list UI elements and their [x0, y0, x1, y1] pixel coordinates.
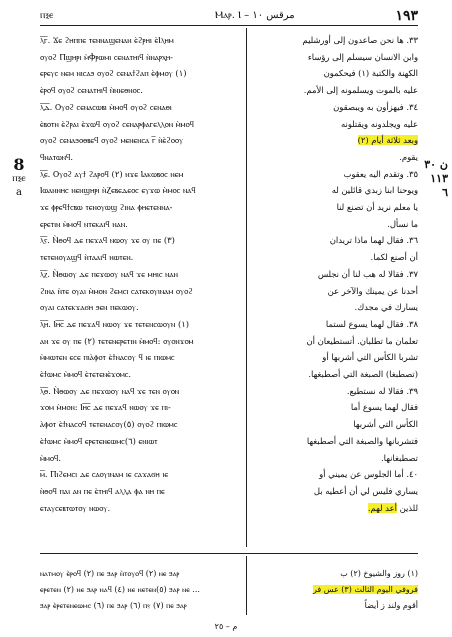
arabic-footnote-line: [252, 566, 418, 582]
arabic-line-text: ٣٩. فقالا له نستطيع.: [346, 385, 418, 396]
coptic-line-text: ⲗ̅ⲋ̅. Ⲛ̀ⲑⲟϥ ⲇⲉ ⲡⲉϫⲁϥ ⲛⲱⲟⲩ ϫⲉ ⲟⲩ ⲡⲉ (٣): [40, 235, 175, 246]
arabic-line: [252, 32, 418, 49]
arabic-line: [252, 333, 418, 350]
arabic-text-column: [252, 32, 418, 516]
coptic-line-text: ⲙ̀ⲙⲱⲧⲉⲛ ⲉⲥⲉ ⲡⲓⲁ̀ⲫⲟⲧ ⲉ̀ϯⲛⲁⲥⲟⲩ ϥ ⲓⲉ ⲡⲓⲱⲙⲥ: [40, 352, 175, 363]
coptic-line-text: ⲁⲛ ϫⲉ ⲟⲩ ⲡⲉ (٢) ⲧⲉⲧⲉⲛⲉⲣⲉⲧⲓⲛ ⲙ̀ⲙⲟϥ: ⲟⲩⲟⲛϫⲟⲙ: [40, 335, 194, 346]
coptic-line: [40, 116, 240, 133]
arabic-line: [252, 299, 418, 316]
arabic-line-text: فتشربانها والصبغة التي أصطبغها: [306, 435, 418, 446]
coptic-line: [40, 132, 240, 149]
right-margin-note: [416, 158, 448, 200]
arabic-line: [252, 132, 418, 149]
coptic-line-text: ⲗ̅ⲇ̅. Ⲟⲩⲟϩ ⲥⲉⲛⲁⲥⲱⲃⲓ ⲙ̀ⲙⲟϥ ⲟⲩⲟϩ ⲥⲉⲛⲁⲑⲓ: [40, 101, 172, 112]
arabic-line-text: أحدنا عن يمينك والآخر عن: [327, 285, 418, 296]
arabic-line-text: ٣٧. فقالا له هب لنا أن نجلس: [317, 268, 418, 279]
footnote-rule: [40, 553, 418, 554]
arabic-line-text: ٣٤. فيهزأون به ويبصقون: [333, 101, 418, 112]
coptic-line: [40, 500, 240, 517]
arabic-line: [252, 266, 418, 283]
arabic-line-text: ٣٨. فقال لهما يسوع لستما: [325, 318, 418, 329]
arabic-footnote-line: [252, 598, 418, 614]
coptic-line: [40, 299, 240, 316]
arabic-footnote-line-text: أقوم ولند ز أيضاً: [364, 601, 418, 610]
coptic-line-text: ⲛ̀ⲑⲟϥ ⲡⲁⲓ ⲁⲛ ⲡⲉ ⲉ̀ⲧⲏⲓϥ ⲁⲗⲗⲁ ⲫⲁ ⲛⲏ ⲡⲉ: [40, 485, 165, 496]
margin-note-reference: ن ٣٠: [424, 158, 448, 171]
arabic-line-text: ويوحنا ابنا زبدي قائلين له: [331, 185, 418, 196]
arabic-footnote-line: [252, 582, 418, 598]
coptic-line: [40, 383, 240, 400]
page-footer: م – ٢٥: [214, 622, 238, 631]
arabic-line-text: ٣٣. ها نحن صاعدون إلى أورشليم: [302, 35, 418, 45]
arabic-line: [252, 416, 418, 433]
arabic-line: [252, 316, 418, 333]
coptic-line-text: ⲉ̀ⲃⲟⲧⲛ ⲉ̀ϩⲣⲁⲓ ⲉ̀ϫⲱϥ ⲟⲩⲟϩ ⲥⲉⲛⲁⲣⲫⲁⲅⲉⲗⲗⲟⲛ ⲙ̀ⲙⲟϥ: [40, 118, 194, 129]
coptic-footnotes: [40, 566, 240, 614]
coptic-line: [40, 450, 240, 467]
coptic-line: [40, 232, 240, 249]
coptic-text-column: [40, 32, 240, 516]
coptic-line-text: ⲧⲉⲧⲉⲛⲟⲩⲁϣϥ ⲛ̀ⲧⲁⲁⲓϥ ⲛⲱⲧⲉⲛ.: [40, 252, 134, 263]
arabic-line: [252, 500, 418, 517]
arabic-line: [252, 166, 418, 183]
arabic-line-text: ٣٦. فقال لهما ماذا تريدان: [329, 235, 418, 246]
left-margin-note: [6, 155, 32, 200]
coptic-line: [40, 399, 240, 416]
coptic-line-text: ⲉ̀ⲣⲟϥ ⲟⲩⲟϩ ⲥⲉⲛⲁⲧⲏⲓϥ ⲛ̀ⲛⲓⲉⲑⲛⲟⲥ.: [40, 85, 143, 96]
coptic-footnote-line: [40, 598, 240, 614]
coptic-line-text: ⲉⲧⲁⲩⲥⲉⲃⲧⲱⲧⲟⲩ ⲛⲱⲟⲩ.: [40, 502, 111, 513]
coptic-line: [40, 333, 240, 350]
arabic-line: [252, 82, 418, 99]
margin-note-letter: a: [16, 187, 22, 198]
coptic-line: [40, 216, 240, 233]
coptic-line-text: ⲗ̅ⲅ̅. Ϫⲉ ϩⲏⲡⲡⲉ ⲧⲉⲛⲛⲁϣⲉⲛⲁⲛ ⲉ̀ϩⲣⲏⲓ ⲉ̀Ⲓⲗⲏⲙ: [40, 35, 174, 45]
coptic-line: [40, 82, 240, 99]
arabic-line: [252, 232, 418, 249]
coptic-line: [40, 166, 240, 183]
coptic-line-text: ⲗ̅ⲑ̅. Ⲛ̀ⲑⲱⲟⲩ ⲇⲉ ⲡⲉϫⲱⲟⲩ ⲛⲁϥ ϫⲉ ⲧⲉⲛ ⲟⲩⲟⲛ: [40, 385, 180, 396]
arabic-line: [252, 249, 418, 266]
coptic-line-text: Ⲓⲱⲁⲛⲛⲏⲥ ⲛⲉⲛϣⲏⲣⲓ ⲛ̀Ⲍⲉⲃⲉⲇⲉⲟⲥ ⲉⲩϫⲱ ⲙ̀ⲙⲟⲥ ⲛⲁϥ: [40, 185, 196, 196]
arabic-line-text: يقوم.: [399, 151, 418, 162]
footnote-divider: [246, 556, 247, 615]
margin-note-coptic: ⲡⲝⲉ: [12, 173, 26, 184]
coptic-line: [40, 366, 240, 383]
coptic-line-text: ϩⲓⲛⲁ ⲛ̀ⲧⲉ ⲟⲩⲁⲓ ⲙ̀ⲙⲟⲛ ϩⲉⲙⲥⲓ ⲥⲁⲧⲉⲕⲟⲩⲓⲛⲁⲙ ⲟⲩⲟϩ: [40, 285, 193, 296]
arabic-line: [252, 199, 418, 216]
arabic-line-text: تشربا الكأس التي أشربها أو: [322, 352, 418, 363]
arabic-line-text: ٤٠. أما الجلوس عن يميني أو: [319, 469, 418, 480]
highlighted-phrase: أعد لهم.: [367, 502, 397, 513]
coptic-line-text: ⲟⲩⲁⲓ ⲥⲁⲧⲉⲕϫⲁϭⲏ ϧⲉⲛ ⲡⲉⲕⲱⲟⲩ.: [40, 302, 139, 313]
coptic-line: [40, 149, 240, 166]
coptic-line-text: ⲗ̅ⲏ̅. Ⲓⲏ̅ⲥ̅ ⲇⲉ ⲡⲉϫⲁϥ ⲛⲱⲟⲩ ϫⲉ ⲧⲉⲧⲉⲛⲥⲱⲟⲩⲛ (١): [40, 318, 190, 329]
coptic-line-text: ϫⲟⲙ ⲙ̀ⲙⲟⲛ: Ⲓⲏ̅ⲥ̅ ⲇⲉ ⲡⲉϫⲁϥ ⲛⲱⲟⲩ ϫⲉ ⲡⲓ-: [40, 402, 171, 413]
coptic-line: [40, 182, 240, 199]
arabic-line: [252, 65, 418, 82]
arabic-footnotes: [252, 566, 418, 614]
arabic-line-text: أن أصنع لكما.: [370, 252, 418, 263]
arabic-line-text: يساري فليس لي أن أعطيه بل: [313, 485, 418, 496]
arabic-line-text: يسارك في مجدك.: [354, 302, 418, 313]
arabic-line-text: تصطبغانها.: [381, 452, 418, 463]
arabic-line: [252, 399, 418, 416]
arabic-line: [252, 216, 418, 233]
coptic-line: [40, 266, 240, 283]
arabic-line: [252, 49, 418, 66]
coptic-line-text: ⲙ̅. Ⲡⲓϩⲉⲙⲥⲓ ⲇⲉ ⲥⲁⲟⲩⲓⲛⲁⲙ ⲓⲉ ⲥⲁϫⲁϭⲏ ⲓⲉ: [40, 469, 169, 480]
arabic-line: [252, 116, 418, 133]
margin-note-number: 8: [13, 155, 25, 174]
column-divider: [246, 28, 247, 547]
arabic-line: [252, 466, 418, 483]
coptic-line-text: ⲗ̅ⲍ̅. Ⲛ̀ⲑⲱⲟⲩ ⲇⲉ ⲡⲉϫⲱⲟⲩ ⲛⲁϥ ϫⲉ ⲙⲏⲓⲥ ⲛⲁⲛ: [40, 268, 178, 279]
coptic-line-text: ⲉ̀ϯⲱⲙⲥ ⲙ̀ⲙⲟϥ ⲉⲣⲉⲧⲉⲛⲉⲱⲙⲥ(٦) ⲉⲛⲓⲱⲧ: [40, 435, 158, 446]
coptic-line-text: ⲗ̅ⲉ̅. Ⲟⲩⲟϩ ⲁⲩϯ ϩⲁⲣⲟϥ (٢) ⲛϫⲉ Ⲓⲁⲕⲱⲃⲟⲥ ⲛⲉⲙ: [40, 168, 184, 179]
arabic-footnote-line-text: (١) روز والشيوخ (٢) ب: [340, 569, 418, 578]
arabic-line: [252, 99, 418, 116]
header-chapter-reference: Ⲙⲁⲣ. Ⲓ – مرقس ١٠: [215, 10, 295, 21]
coptic-footnote-line: [40, 566, 240, 582]
arabic-line-text: يا معلم نريد أن تصنع لنا: [336, 202, 418, 213]
coptic-line-text: ⲉ̀ϯⲱⲙⲥ ⲙ̀ⲙⲟϥ ⲉ̀ⲧⲉⲧⲉⲛⲉ̀ϫⲟⲙⲥ.: [40, 369, 132, 380]
arabic-line-text: وابن الانسان سيسلم إلى رؤساء: [307, 51, 418, 62]
arabic-line-text: الكأس التي أشربها: [353, 419, 418, 430]
arabic-line: [252, 383, 418, 400]
arabic-line-text: ما نسأل.: [387, 218, 418, 229]
coptic-line: [40, 349, 240, 366]
arabic-line: [252, 483, 418, 500]
header-rule: [40, 25, 418, 26]
coptic-line: [40, 65, 240, 82]
coptic-line: [40, 316, 240, 333]
coptic-line-text: ⲉⲣⲉⲧⲓⲛ ⲙ̀ⲙⲟϥ ⲛⲧⲉⲕⲁⲓϥ ⲛⲁⲛ.: [40, 218, 128, 229]
coptic-line: [40, 32, 240, 49]
coptic-line: [40, 466, 240, 483]
arabic-line: [252, 366, 418, 383]
arabic-line: [252, 182, 418, 199]
coptic-footnote-line-text: ⲉⲣⲉⲧⲉⲛ (٢) ⲛⲉ ϧⲁⲣ ⲛⲁϥ (٤) ⲛⲉ ⲛⲉⲧⲉⲛ(٥) ϧⲁⲣ ⲛⲉ ...: [40, 585, 200, 594]
coptic-line: [40, 249, 240, 266]
coptic-footnote-line: [40, 582, 240, 598]
coptic-footnote-line-text: ϧⲁⲣ ⲉ̀ⲣⲉⲧⲉⲛⲉⲱⲙⲥ (٦) ⲡⲉ ϧⲁⲣ (٦) ⲡⲋ (٧) ⲡⲉ ϧⲁⲣ: [40, 601, 187, 610]
coptic-line: [40, 433, 240, 450]
arabic-line: [252, 283, 418, 300]
arabic-line-text: الكهنة والكتبة (١) فيحكمون: [323, 68, 418, 79]
arabic-line: [252, 450, 418, 467]
coptic-line-text: ⲟⲩⲟϩ ⲥⲉⲛⲁϧⲟⲑⲃⲉϥ ⲟⲩⲟϩ ⲙⲉⲛⲉⲛⲥⲁ ⲅ̅ ⲛ̀ⲉ̀ϩⲟⲟⲩ: [40, 135, 184, 146]
arabic-line-text: للذين أعد لهم.: [367, 502, 418, 513]
arabic-line-text: وبعد ثلاثة أيام (٢): [357, 135, 418, 146]
arabic-footnote-line-text: فروفي اليوم الثالث (٣) عس فر: [312, 585, 418, 594]
coptic-line-text: ⲟⲩⲟϩ Ⲡϣⲏⲣⲓ ⲙ̀Ⲫⲣⲱⲙⲓ ⲥⲉⲛⲁⲧⲏⲓϥ ⲛ̀ⲛⲁⲣⲭⲏ-: [40, 51, 173, 62]
arabic-line: [252, 149, 418, 166]
arabic-line-text: (تصطبغا) الصبغة التي أصطبغها.: [308, 369, 418, 380]
coptic-line-text: ⲙ̀ⲙⲟϥ.: [40, 452, 61, 463]
coptic-line-text: ⲁ̀ⲫⲟⲧ ⲉ̀ϯⲛⲁⲥⲟϥ ⲧⲉⲧⲉⲛⲁⲥⲟⲩ(٥) ⲟⲩⲟϩ ⲡⲓⲱⲙⲥ: [40, 419, 178, 430]
coptic-line-text: ϫⲉ ⲫⲣⲉϥϯⲥⲃⲱ ⲧⲉⲛⲟⲩⲱϣ ϩⲓⲛⲁ ⲫⲏⲉⲧⲉⲛⲛⲁ-: [40, 202, 173, 213]
arabic-line-text: تعلمان ما تطلبان. أتستطيعان أن: [306, 335, 418, 346]
page-header: [40, 10, 418, 24]
coptic-line: [40, 199, 240, 216]
margin-note-sub: ٦: [442, 186, 448, 199]
arabic-line-text: ٣٥. وتقدم اليه يعقوب: [343, 168, 418, 179]
arabic-line-text: فقال لهما يسوع أما: [350, 402, 418, 413]
arabic-line-text: عليه بالموت ويسلمونه إلى الأمم.: [303, 85, 418, 96]
arabic-line: [252, 349, 418, 366]
header-page-number: ١٩٣: [395, 8, 418, 24]
coptic-line: [40, 283, 240, 300]
coptic-footnote-line-text: ⲛⲁⲧⲙⲟⲩ ⲉ̀ⲣⲟϥ (٢) ⲡⲉ ϧⲁⲣ ⲛ̀ⲧⲟⲩⲟϥ (٢) ⲛⲉ ϧⲁⲣ: [40, 569, 180, 578]
coptic-line: [40, 49, 240, 66]
coptic-line: [40, 416, 240, 433]
arabic-line-text: عليه ويجلدونه ويقتلونه: [341, 118, 418, 129]
coptic-line: [40, 99, 240, 116]
coptic-line-text: ⲉⲣⲉⲩⲥ ⲛⲉⲙ ⲛⲓⲥⲁϧ ⲟⲩⲟϩ ⲥⲉⲛⲁϯϩⲁⲡ ⲉ̀ⲫⲙⲟⲩ (١): [40, 68, 187, 79]
coptic-line: [40, 483, 240, 500]
coptic-line-text: ϥⲛⲁⲧⲱⲛϥ.: [40, 151, 73, 162]
arabic-line: [252, 433, 418, 450]
header-coptic-page-number: ⲡⲝⲉ: [40, 10, 54, 21]
margin-note-number: ١١٣: [430, 172, 448, 185]
